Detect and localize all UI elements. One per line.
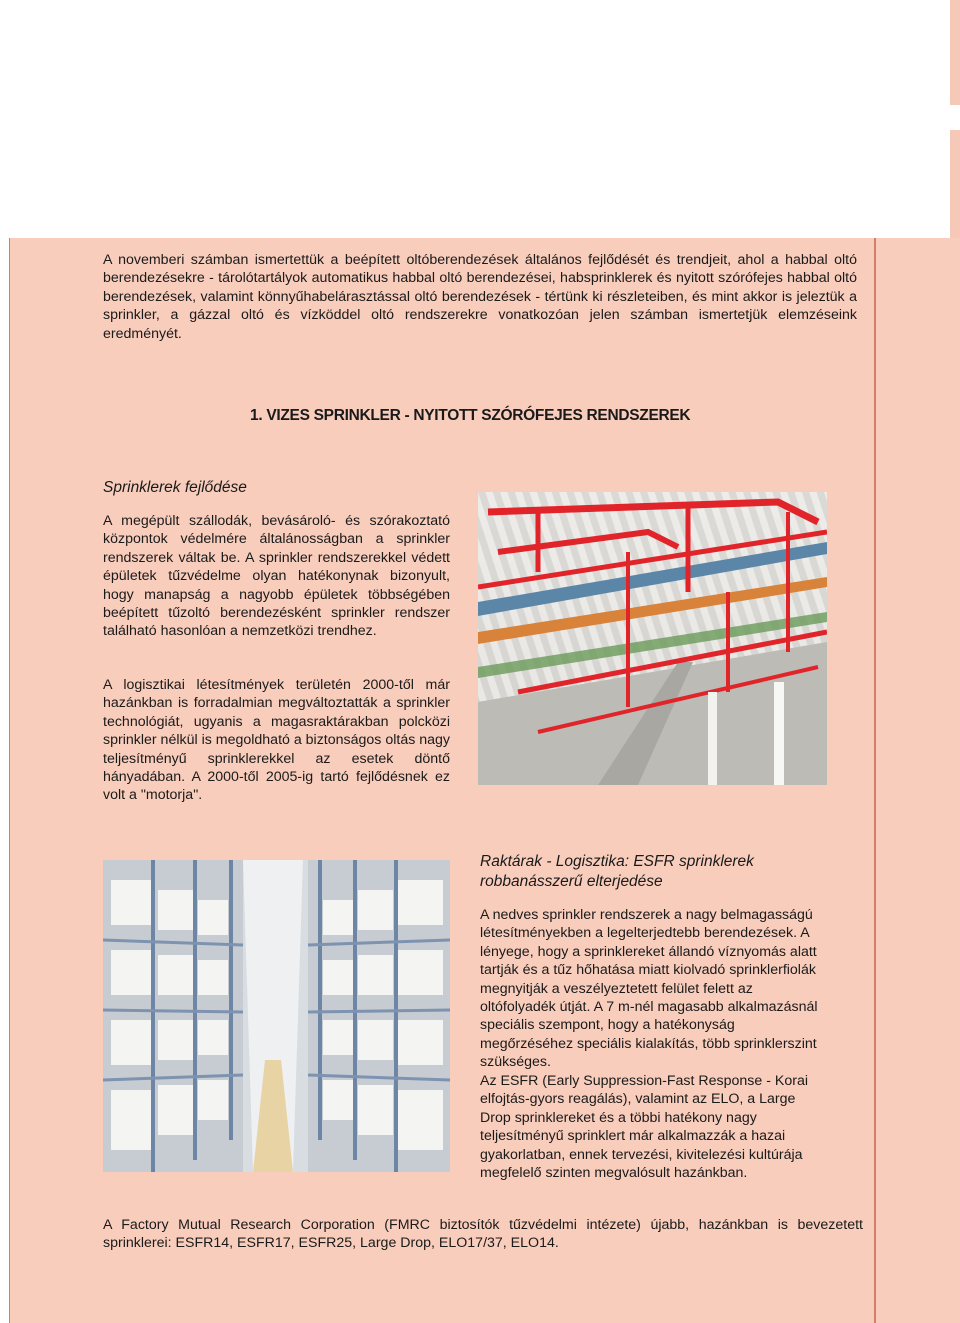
esfr-paragraph-2: Az ESFR (Early Suppression-Fast Response - Korai elfojtás-gyors reagálás), valamint az ELO, a Large Drop sprinklereket és a többi hatékony nagy teljesítményű sprinklert már alkalmazzák a hazai gyakorlatban, ennek tervezési, kivitelezési kultúrája megfelelő szinten megvalósult hazánkban. [480, 1073, 809, 1182]
closing-paragraph: A Factory Mutual Research Corporation (FMRC biztosítók tűzvédelmi intézete) újabb, hazánkban is bevezetett sprinklerei: ESFR14, ESFR17, ESFR25, Large Drop, ELO17/37, ELO14. [103, 1217, 863, 1252]
subsection-title-esfr-line1: Raktárak - Logisztika: ESFR sprinklerek [480, 853, 754, 870]
esfr-paragraph-1: A nedves sprinkler rendszerek a nagy belmagasságú létesítményekben a legelterjedtebb berendezések. A lényege, hogy a sprinklereket állandó víznyomás alatt tartják és a tűz hőhatása miatt kiolvadó sprinklerfiolák megnyitják a veszélyeztetett felület felett az oltófolyadék útját. A 7 m-nél magasabb alkalmazásnál speciális szempont, hogy a hatékonyság megőrzéséhez speciális kialakítás, több sprinklerszint szükséges. [480, 907, 818, 1071]
warehouse-racks-photo [103, 860, 450, 1172]
sprinkler-paragraph-1: A megépült szállodák, bevásároló- és szórakoztató központok védelmére általánosságban a sprinkler rendszerek váltak be. A sprinkler rendszerekkel védett épületek tűzvédelme olyan hatékonynak bizonyult, hogy manapság a nagyobb épületek többségében beépített tűzoltó berendezésként sprinkler rendszer található hasonlóan a nemzetközi trendhez. [103, 513, 450, 640]
top-blank-band [0, 0, 960, 238]
intro-paragraph: A novemberi számban ismertettük a beépített oltóberendezések általános fejlődését és trendjeit, ahol a habbal oltó berendezésekre - tárolótartályok automatikus habbal oltó berendezései, habsprinklerek és nyitott szórófejes habbal oltó berendezések, valamint könnyűhabelárasztással oltó berendezések - tértünk ki részleteiben, és mint akkor is jeleztük a sprinkler, a gázzal oltó és vízköddel oltó rendszerekre vonatkozóan jelen számban ismertetjük elemzéseink eredményét. [103, 252, 857, 342]
subsection-title-esfr [480, 852, 850, 892]
ceiling-sprinkler-pipes-photo [478, 492, 827, 785]
right-margin-strip [875, 238, 960, 1323]
right-edge-accent-lower [950, 130, 960, 238]
sprinkler-paragraph-2: A logisztikai létesítmények területén 2000-től már hazánkban is forradalmian megváltoztatták a sprinkler technológiát, ugyanis a magasraktárakban polcközi sprinkler nélkül is megoldható a biztonságos oltás nagy teljesítményű sprinklerekkel az esetek döntő hányadában. A 2000-től 2005-ig tartó fejlődésnek ez volt a "motorja". [103, 677, 451, 804]
subsection-title-esfr-line2: robbanásszerű elterjedése [480, 873, 663, 890]
subsection-title-sprinkler-development: Sprinklerek fejlődése [103, 479, 247, 496]
section-title: 1. VIZES SPRINKLER - NYITOTT SZÓRÓFEJES RENDSZEREK [250, 407, 691, 424]
right-margin-inner [875, 238, 949, 1323]
right-edge-accent [950, 0, 960, 105]
